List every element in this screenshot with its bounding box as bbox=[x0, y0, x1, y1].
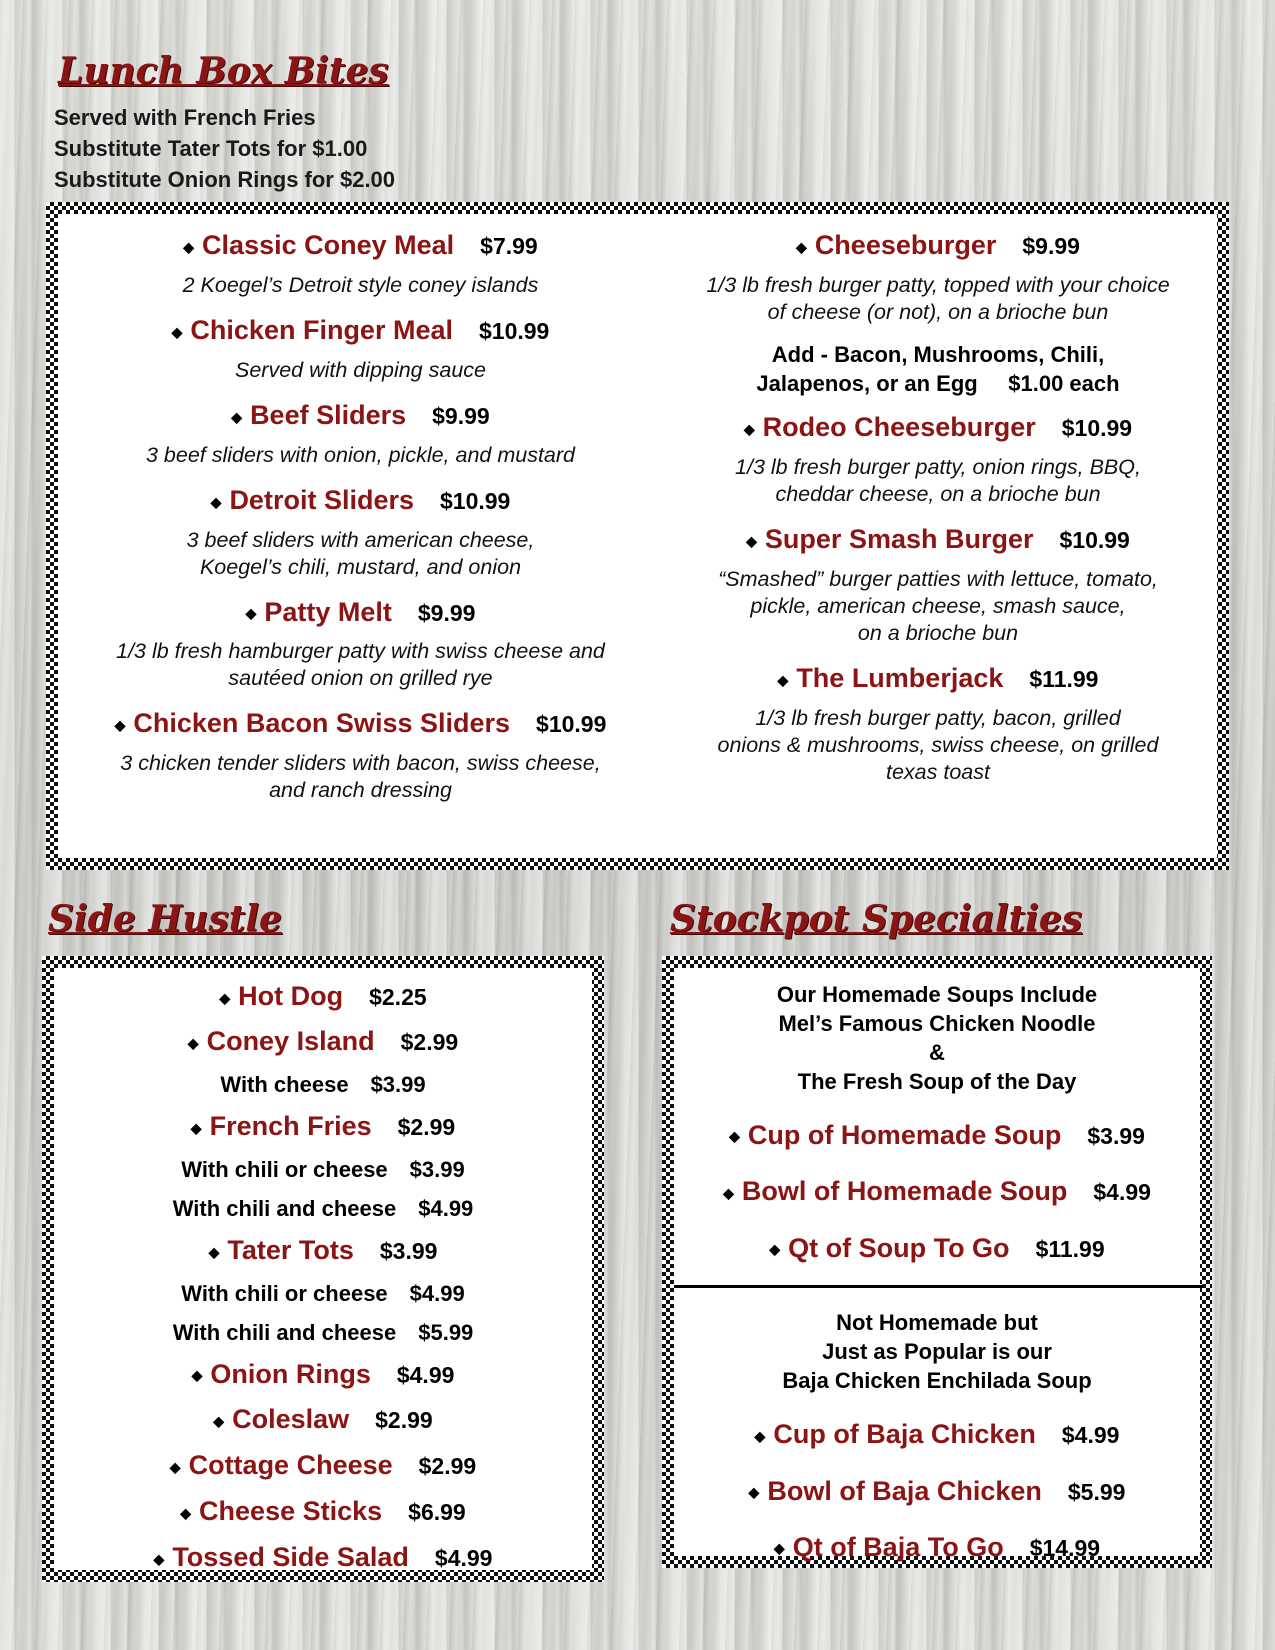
diamond-icon: ◆ bbox=[153, 1550, 165, 1567]
menu-item: ◆ Beef Sliders $9.99 bbox=[231, 399, 490, 430]
diamond-icon: ◆ bbox=[796, 238, 807, 255]
stockpot-panel bbox=[674, 968, 1200, 1562]
item-description: 3 beef sliders with onion, pickle, and mustard bbox=[145, 442, 576, 467]
diamond-icon: ◆ bbox=[191, 1367, 203, 1384]
item-description: 2 Koegel’s Detroit style coney islands bbox=[182, 272, 539, 297]
diamond-icon: ◆ bbox=[245, 605, 257, 622]
menu-item: ◆ Detroit Sliders $10.99 bbox=[210, 484, 511, 515]
diamond-icon: ◆ bbox=[183, 238, 195, 255]
side-item: ◆ Cottage Cheese $2.99 bbox=[169, 1450, 477, 1481]
item-description: 1/3 lb fresh burger patty, onion rings, BBQ, cheddar cheese, on a brioche bun bbox=[735, 454, 1141, 506]
side-item: ◆ Onion Rings $4.99 bbox=[191, 1358, 455, 1389]
diamond-icon: ◆ bbox=[231, 408, 243, 425]
menu-item: ◆ The Lumberjack $11.99 bbox=[777, 662, 1099, 693]
baja-intro: Not Homemade but Just as Popular is our Baja Chicken Enchilada Soup bbox=[782, 1310, 1092, 1394]
item-description: 1/3 lb fresh burger patty, topped with your choice of cheese (or not), on a brioche bun bbox=[706, 272, 1170, 324]
diamond-icon: ◆ bbox=[769, 1241, 781, 1258]
side-subitem: With chili and cheese $4.99 bbox=[172, 1195, 474, 1221]
side-panel bbox=[54, 968, 592, 1570]
menu-item: ◆ Rodeo Cheeseburger $10.99 bbox=[743, 411, 1133, 442]
side-subitem: With chili or cheese $4.99 bbox=[181, 1280, 465, 1306]
lunch-panel bbox=[58, 214, 1217, 858]
diamond-icon: ◆ bbox=[746, 532, 757, 549]
diamond-icon: ◆ bbox=[777, 671, 789, 688]
soup-item: ◆ Qt of Baja To Go $14.99 bbox=[773, 1531, 1101, 1562]
item-description: 3 chicken tender sliders with bacon, swiss cheese, and ranch dressing bbox=[120, 751, 601, 803]
side-subitem: With chili and cheese $5.99 bbox=[172, 1319, 474, 1345]
lunch-intro bbox=[54, 102, 395, 195]
diamond-icon: ◆ bbox=[219, 989, 231, 1006]
soup-item: ◆ Bowl of Homemade Soup $4.99 bbox=[723, 1176, 1151, 1207]
intro-line: Substitute Tater Tots for $1.00 bbox=[54, 136, 368, 161]
side-item: ◆ Tater Tots $3.99 bbox=[208, 1234, 438, 1265]
item-description: 3 beef sliders with american cheese, Koegel’s chili, mustard, and onion bbox=[186, 527, 535, 579]
soup-item: ◆ Qt of Soup To Go $11.99 bbox=[769, 1232, 1105, 1263]
item-description: 1/3 lb fresh hamburger patty with swiss cheese and sautéed onion on grilled rye bbox=[116, 639, 605, 691]
diamond-icon: ◆ bbox=[169, 1459, 181, 1476]
stockpot-panel-border bbox=[662, 956, 1212, 1568]
menu-item: ◆ Classic Coney Meal $7.99 bbox=[183, 230, 538, 260]
side-item: ◆ Coney Island $2.99 bbox=[187, 1025, 459, 1056]
diamond-icon: ◆ bbox=[213, 1413, 225, 1430]
diamond-icon: ◆ bbox=[190, 1119, 202, 1136]
side-subitem: With cheese $3.99 bbox=[220, 1071, 426, 1097]
side-item: ◆ French Fries $2.99 bbox=[190, 1110, 456, 1141]
diamond-icon: ◆ bbox=[754, 1427, 766, 1444]
side-item: ◆ Hot Dog $2.25 bbox=[219, 981, 427, 1011]
diamond-icon: ◆ bbox=[114, 717, 126, 734]
diamond-icon: ◆ bbox=[210, 493, 222, 510]
item-description: “Smashed” burger patties with lettuce, tomato, pickle, american cheese, smash sauce, on a brioche bun bbox=[718, 566, 1158, 645]
lunch-right-column bbox=[658, 214, 1218, 786]
diamond-icon: ◆ bbox=[208, 1243, 220, 1260]
diamond-icon: ◆ bbox=[773, 1540, 785, 1557]
side-panel-border bbox=[42, 956, 604, 1582]
side-item: ◆ Cheese Sticks $6.99 bbox=[180, 1496, 466, 1527]
stockpot-section-title: Stockpot Specialties bbox=[670, 898, 1082, 940]
diamond-icon: ◆ bbox=[729, 1128, 740, 1145]
diamond-icon: ◆ bbox=[180, 1505, 192, 1521]
soup-item: ◆ Cup of Baja Chicken $4.99 bbox=[754, 1419, 1120, 1450]
lunch-left-column bbox=[58, 214, 663, 804]
menu-item: ◆ Super Smash Burger $10.99 bbox=[746, 523, 1130, 554]
side-subitem: With chili or cheese $3.99 bbox=[181, 1156, 465, 1182]
side-item: ◆ Tossed Side Salad $4.99 bbox=[153, 1542, 493, 1572]
menu-item: ◆ Chicken Bacon Swiss Sliders $10.99 bbox=[114, 708, 607, 739]
lunch-section-title: Lunch Box Bites bbox=[58, 50, 389, 92]
side-section-title: Side Hustle bbox=[48, 898, 282, 940]
soup-item: ◆ Bowl of Baja Chicken $5.99 bbox=[748, 1475, 1126, 1506]
diamond-icon: ◆ bbox=[171, 323, 183, 340]
menu-item: ◆ Cheeseburger $9.99 bbox=[796, 230, 1080, 260]
item-description: Served with dipping sauce bbox=[235, 357, 486, 382]
side-item: ◆ Coleslaw $2.99 bbox=[213, 1404, 433, 1435]
menu-item: ◆ Patty Melt $9.99 bbox=[245, 596, 476, 627]
add-ons-note: Add - Bacon, Mushrooms, Chili, Jalapenos, or an Egg $1.00 each bbox=[756, 341, 1120, 396]
soup-intro: Our Homemade Soups Include Mel’s Famous Chicken Noodle & The Fresh Soup of the Day bbox=[776, 982, 1098, 1094]
item-description: 1/3 lb fresh burger patty, bacon, grilled onions & mushrooms, swiss cheese, on grilled texas toast bbox=[717, 705, 1159, 784]
soup-item: ◆ Cup of Homemade Soup $3.99 bbox=[729, 1120, 1145, 1150]
diamond-icon: ◆ bbox=[743, 420, 755, 437]
diamond-icon: ◆ bbox=[723, 1184, 734, 1201]
diamond-icon: ◆ bbox=[748, 1483, 760, 1500]
menu-item: ◆ Chicken Finger Meal $10.99 bbox=[171, 314, 550, 345]
lunch-panel-border bbox=[46, 202, 1229, 870]
intro-line: Served with French Fries bbox=[54, 105, 316, 130]
intro-line: Substitute Onion Rings for $2.00 bbox=[54, 167, 396, 192]
diamond-icon: ◆ bbox=[187, 1034, 199, 1051]
